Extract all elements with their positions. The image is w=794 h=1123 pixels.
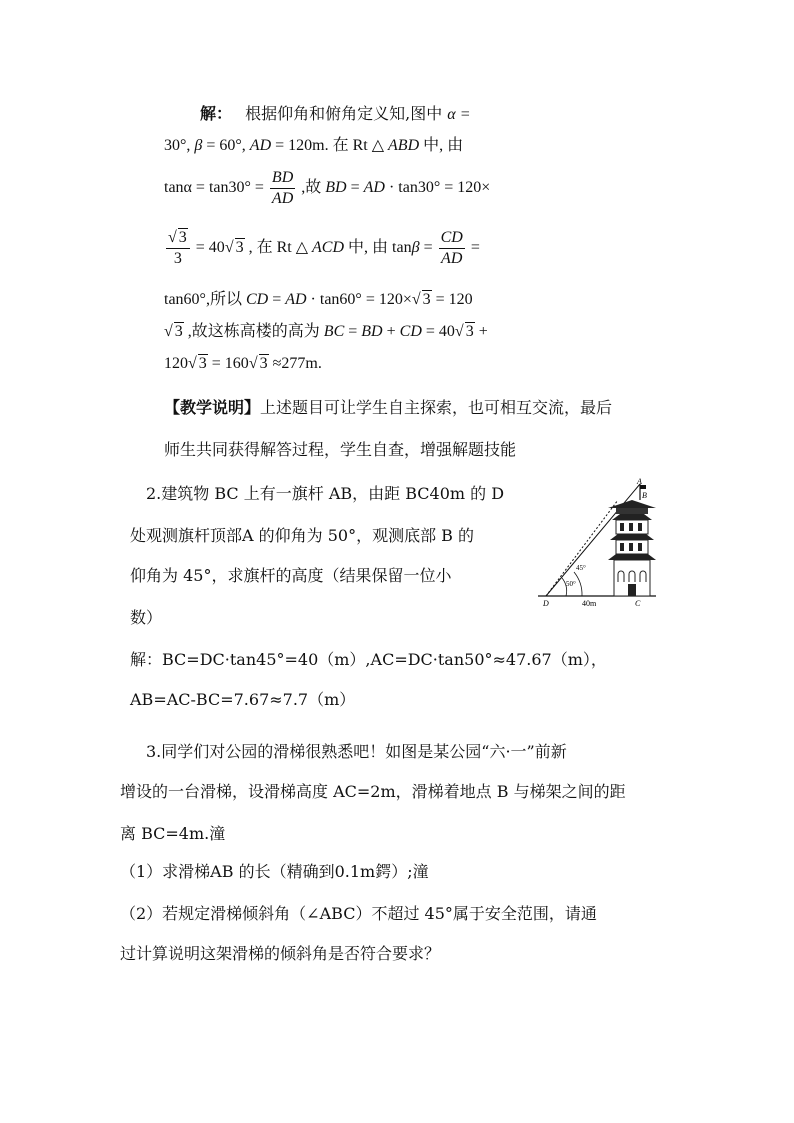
distance-label: 40m	[582, 599, 597, 608]
angle-50-label: 50°	[566, 580, 576, 588]
problem-3-question-1: （1）求滑梯AB 的长（精确到0.1m鍔）;潼	[120, 862, 429, 881]
fraction-cd-ad: $\frac{CD}{AD}$	[440, 229, 463, 267]
fraction-bd-ad: $\frac{BD}{AD}$	[271, 169, 294, 207]
problem-2-solution-line-1: 解：BC=DC·tan45°=40（m）,AC=DC·tan50°≈47.67（m），	[130, 650, 607, 669]
solution-line-5: tan60°,所以 CD = AD · tan60° = 120×√ 3 = 120	[164, 291, 473, 308]
solution-line-2: 30°, β = 60°, AD = 120m. 在 Rt △ ABD 中, 由	[164, 137, 464, 154]
fraction-sqrt3-3: $\frac{√ 3}{3}$	[166, 228, 190, 269]
solution-line-1: 解： 根据仰角和俯角定义知,图中 α =	[200, 104, 471, 123]
solution-label: 解：	[200, 104, 233, 123]
tower-building-icon	[608, 500, 656, 596]
problem-3-question-2: （2）若规定滑梯倾斜角（∠ABC）不超过 45°属于安全范围，请通	[120, 904, 597, 923]
tower-flagpole-figure	[536, 478, 658, 610]
angle-45-label: 45°	[576, 564, 586, 572]
problem-2-solution-line-2: AB=AC-BC=7.67≈7.7（m）	[130, 690, 356, 709]
teaching-note-label: 【教学说明】	[164, 398, 261, 417]
solution-line-4: $\frac{√ 3}{3}$ = 40√ 3 , 在 Rt △ ACD 中, 由 tanβ = $\frac{CD}{AD}$ =	[168, 229, 480, 267]
label-C: C	[635, 599, 641, 608]
solution-line-7: 120√ 3 = 160√ 3 ≈277m.	[164, 355, 322, 372]
label-A: A	[637, 478, 642, 486]
label-B: B	[642, 491, 647, 500]
sight-line-to-B	[546, 500, 618, 596]
solution-line-6: √ 3 ,故这栋高楼的高为 BC = BD + CD = 40√ 3 +	[164, 323, 488, 340]
solution-line-3: tanα = tan30° = $\frac{BD}{AD}$ ,故 BD = AD · tan30° = 120×	[164, 169, 491, 207]
label-D: D	[543, 599, 549, 608]
